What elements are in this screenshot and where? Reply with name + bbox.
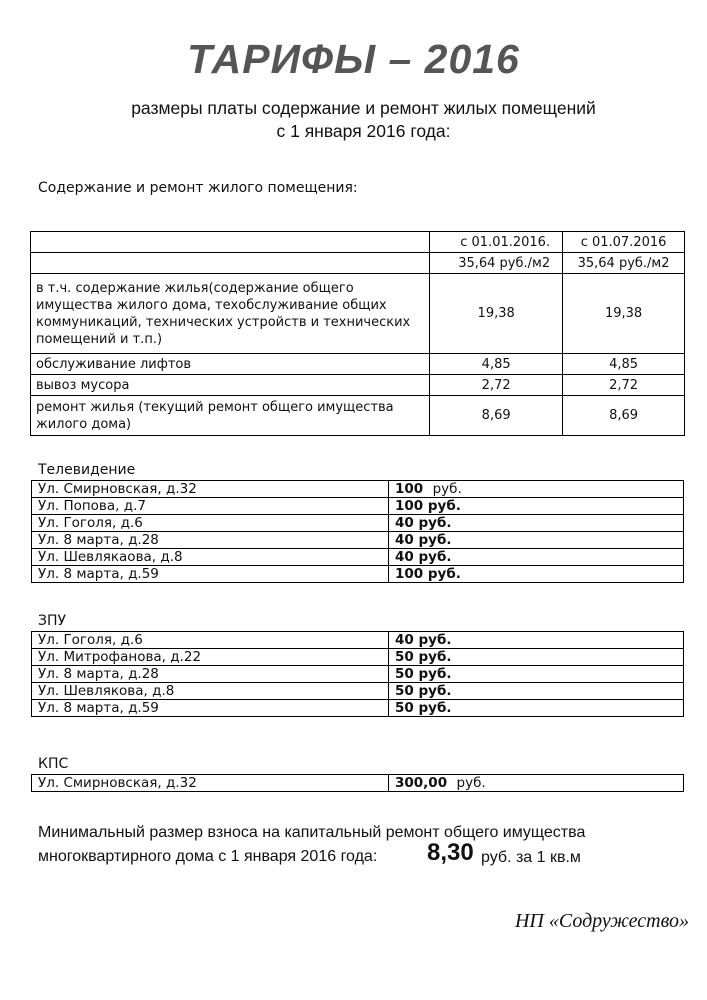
price-unit: руб. [456,775,486,791]
tv-section-title: Телевидение [38,462,136,478]
tv-table [31,480,684,583]
table-row [32,498,684,515]
table-row [32,649,684,666]
address-cell: Ул. Гоголя, д.6 [32,515,389,532]
row-garbage-jul: 2,72 [563,375,685,396]
address-cell: Ул. Попова, д.7 [32,498,389,515]
table-row [32,666,684,683]
table-row [32,775,684,792]
total-jul: 35,64 руб./м2 [563,253,685,274]
price-cell: 40 руб. [389,532,684,549]
row-upkeep-jan: 19,38 [430,274,563,354]
address-cell: Ул. 8 марта, д.28 [32,666,389,683]
table-row [32,532,684,549]
kps-section-title: КПС [38,756,69,772]
price-value: 100 [395,481,424,497]
address-cell: Ул. 8 марта, д.59 [32,700,389,717]
price-cell [389,775,684,792]
row-elevators-jan: 4,85 [430,354,563,375]
price-unit: руб. [432,481,462,497]
total-jan: 35,64 руб./м2 [430,253,563,274]
price-cell: 40 руб. [389,632,684,649]
table-row [32,481,684,498]
header-blank-cell [31,232,430,253]
total-blank-cell [31,253,430,274]
address-cell: Ул. Шевлякаова, д.8 [32,549,389,566]
table-row [32,515,684,532]
price-cell [389,481,684,498]
capital-repair-min-value: 8,30 [427,839,474,866]
address-cell: Ул. Гоголя, д.6 [32,632,389,649]
price-cell: 40 руб. [389,549,684,566]
row-name-garbage: вывоз мусора [31,375,430,396]
kps-table [31,774,684,792]
table-row [32,566,684,583]
row-name-repair: ремонт жилья (текущий ремонт общего имущества жилого дома) [31,396,430,436]
price-cell: 50 руб. [389,700,684,717]
price-cell: 50 руб. [389,683,684,700]
price-cell: 50 руб. [389,666,684,683]
price-cell: 100 руб. [389,498,684,515]
row-repair-jul: 8,69 [563,396,685,436]
table-row [32,549,684,566]
price-cell: 40 руб. [389,515,684,532]
maintenance-section-label: Содержание и ремонт жилого помещения: [38,180,358,196]
table-row [32,632,684,649]
capital-repair-min-unit: руб. за 1 кв.м [481,849,581,866]
zpu-section-title: ЗПУ [38,613,67,629]
address-cell: Ул. Смирновская, д.32 [32,481,389,498]
address-cell: Ул. 8 марта, д.59 [32,566,389,583]
row-garbage-jan: 2,72 [430,375,563,396]
subtitle-line-1: размеры платы содержание и ремонт жилых помещений [131,98,596,118]
price-value: 300,00 [395,775,448,791]
page-title: ТАРИФЫ – 2016 [187,36,520,82]
row-name-elevators: обслуживание лифтов [31,354,430,375]
table-row [32,700,684,717]
address-cell: Ул. Смирновская, д.32 [32,775,389,792]
maintenance-table [30,231,685,436]
row-repair-jan: 8,69 [430,396,563,436]
table-row [32,683,684,700]
subtitle-line-2: с 1 января 2016 года: [276,121,451,141]
zpu-table [31,631,684,717]
organization-signature: НП «Содружество» [514,910,689,932]
row-name-upkeep: в т.ч. содержание жилья(содержание общего имущества жилого дома, техобслуживание общих коммуникаций, технических устройств и технических помещений и т.п.) [31,274,430,354]
price-cell: 50 руб. [389,649,684,666]
price-cell: 100 руб. [389,566,684,583]
column-header-jan: с 01.01.2016. [430,232,563,253]
address-cell: Ул. Шевлякова, д.8 [32,683,389,700]
column-header-jul: с 01.07.2016 [563,232,685,253]
row-elevators-jul: 4,85 [563,354,685,375]
address-cell: Ул. 8 марта, д.28 [32,532,389,549]
capital-repair-note-line-1: Минимальный размер взноса на капитальный ремонт общего имущества [38,824,586,841]
capital-repair-note-line-2: многоквартирного дома с 1 января 2016 года: [38,848,378,865]
row-upkeep-jul: 19,38 [563,274,685,354]
address-cell: Ул. Митрофанова, д.22 [32,649,389,666]
